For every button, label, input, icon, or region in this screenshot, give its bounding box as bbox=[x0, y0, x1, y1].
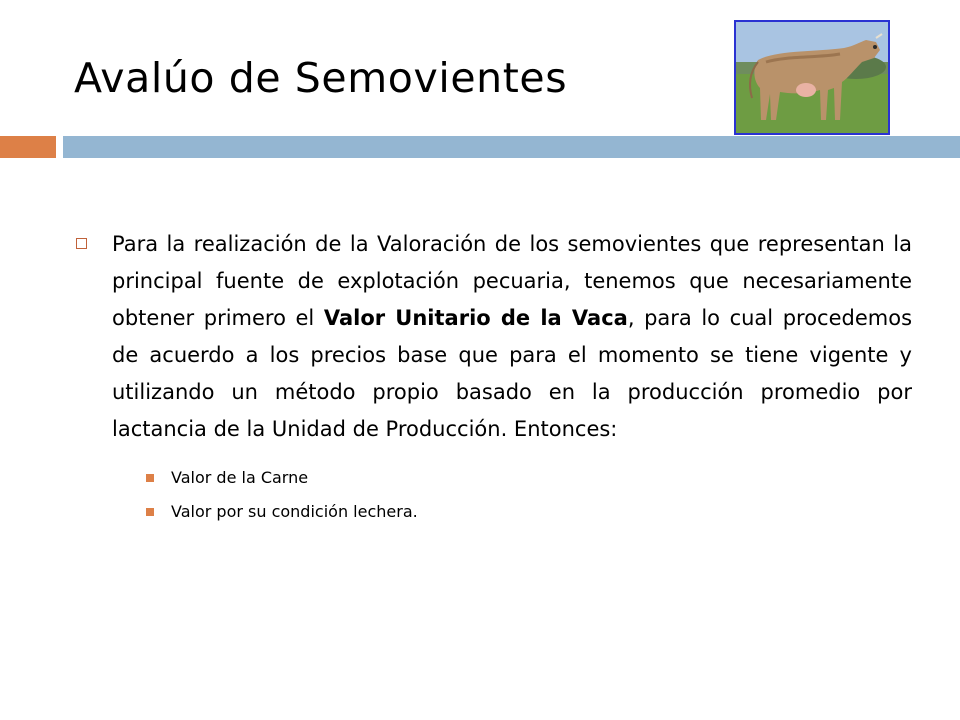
title-rule-accent bbox=[0, 136, 56, 158]
slide-title: Avalúo de Semovientes bbox=[74, 54, 568, 102]
hollow-square-bullet-icon bbox=[76, 238, 87, 249]
main-bullet-item bbox=[76, 226, 912, 448]
content-area bbox=[76, 226, 912, 536]
sub-bullet-item bbox=[146, 502, 912, 536]
paragraph-emphasis: Valor Unitario de la Vaca bbox=[323, 306, 628, 330]
main-paragraph bbox=[112, 226, 912, 448]
sub-bullet-item bbox=[146, 468, 912, 502]
cow-photo bbox=[734, 20, 890, 135]
sub-bullet-text: Valor por su condición lechera. bbox=[171, 502, 418, 521]
cow-illustration bbox=[736, 22, 888, 133]
filled-square-bullet-icon bbox=[146, 508, 154, 516]
sub-bullet-list bbox=[146, 468, 912, 536]
sub-bullet-text: Valor de la Carne bbox=[171, 468, 309, 487]
title-rule-bar bbox=[63, 136, 960, 158]
filled-square-bullet-icon bbox=[146, 474, 154, 482]
paragraph-text-start: Para la realización de la Valoración de los semovientes que representan la principal fuente de explotación pecuaria, tenemos que necesariamente obtener primero el bbox=[112, 232, 912, 330]
paragraph-text-end: , para lo cual procedemos de acuerdo a los precios base que para el momento se tiene vigente y utilizando un método propio basado en la producción promedio por lactancia de la Unidad de Producción. Entonces: bbox=[112, 306, 913, 441]
